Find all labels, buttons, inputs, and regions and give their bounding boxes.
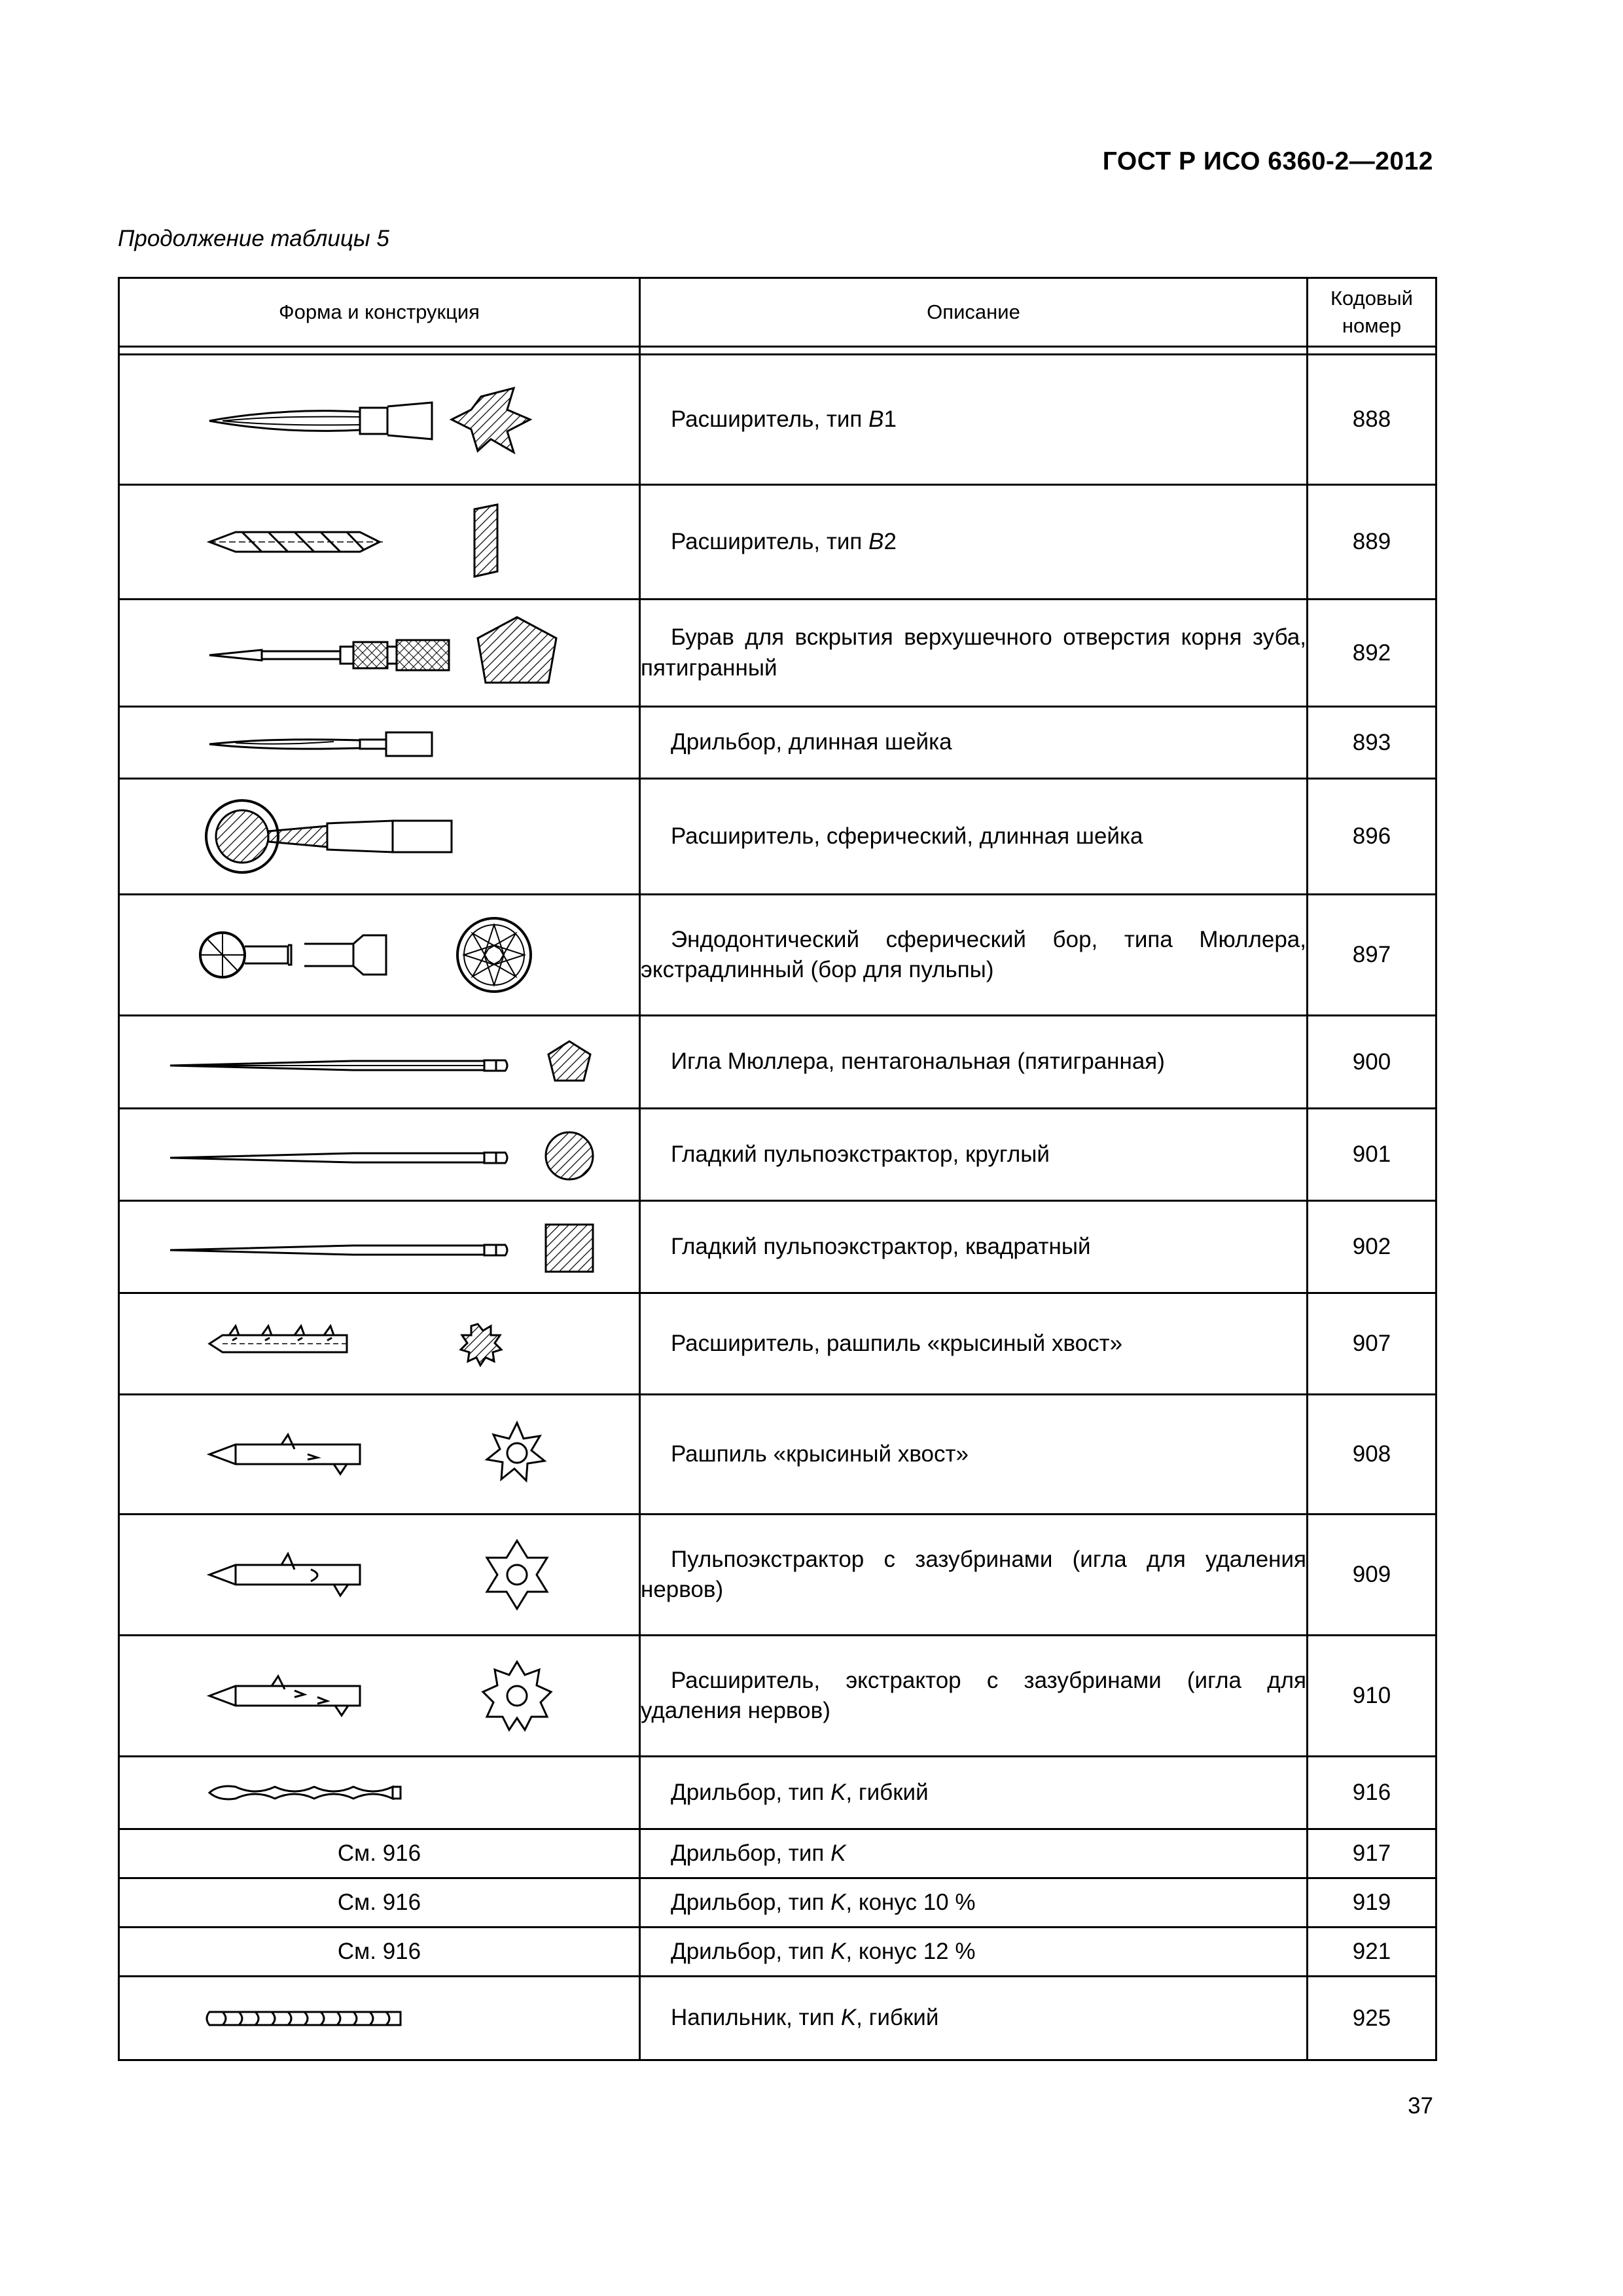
desc-text: Расширитель, сферический, длинная шейка xyxy=(671,823,1143,849)
table-row xyxy=(119,707,1436,779)
shape-cell xyxy=(119,1395,640,1515)
table-row xyxy=(119,355,1436,485)
code-cell: 925 xyxy=(1308,1977,1436,2060)
shape-cell xyxy=(119,1016,640,1109)
column-header-code: Кодовый номер xyxy=(1308,278,1436,347)
long-neck-drill-icon xyxy=(164,717,596,769)
code-cell: 889 xyxy=(1308,485,1436,600)
shape-cell xyxy=(119,1515,640,1636)
code-cell: 893 xyxy=(1308,707,1436,779)
description-cell: Пульпоэкстрактор с зазубринами (игла для удаления нервов) xyxy=(640,1515,1308,1636)
page-number: 37 xyxy=(1408,2093,1433,2119)
square-extractor-icon xyxy=(144,1214,615,1280)
reamer-b2-icon xyxy=(164,499,596,584)
table-row xyxy=(119,895,1436,1016)
code-cell: 921 xyxy=(1308,1928,1436,1977)
table-row xyxy=(119,1757,1436,1829)
table-row xyxy=(119,1395,1436,1515)
shape-cell xyxy=(119,1109,640,1201)
table-continuation-caption: Продолжение таблицы 5 xyxy=(118,226,389,251)
instrument-table xyxy=(118,277,1437,2061)
description-cell xyxy=(640,1016,1308,1109)
description-cell xyxy=(640,1109,1308,1201)
header-separator xyxy=(119,347,1436,355)
rat-tail-rasp-icon xyxy=(164,1408,596,1500)
table-row xyxy=(119,1829,1436,1878)
table-row xyxy=(119,1636,1436,1757)
pentagonal-broach-icon xyxy=(164,611,596,696)
code-cell: 901 xyxy=(1308,1109,1436,1201)
mueller-bur-icon xyxy=(164,906,596,1004)
barbed-reamer-icon xyxy=(164,1650,596,1742)
shape-cell xyxy=(119,707,640,779)
desc-text: Гладкий пульпоэкстрактор, квадратный xyxy=(671,1233,1091,1259)
desc-text: Расширитель, рашпиль «крысиный хвост» xyxy=(671,1330,1123,1356)
pentagonal-needle-icon xyxy=(144,1030,615,1095)
shape-cell: См. 916 xyxy=(119,1829,640,1878)
shape-cell xyxy=(119,1977,640,2060)
shape-cell xyxy=(119,355,640,485)
code-cell: 909 xyxy=(1308,1515,1436,1636)
description-cell: Дрильбор, тип K, конус 10 % xyxy=(640,1878,1308,1928)
description-cell: Эндодонтический сферический бор, типа Мюллера, экстрадлинный (бор для пульпы) xyxy=(640,895,1308,1016)
shape-cell: См. 916 xyxy=(119,1878,640,1928)
code-cell: 907 xyxy=(1308,1293,1436,1395)
code-cell: 888 xyxy=(1308,355,1436,485)
description-cell: Бурав для вскрытия верхушечного отверстия корня зуба, пятигранный xyxy=(640,600,1308,707)
code-cell: 900 xyxy=(1308,1016,1436,1109)
desc-type-letter: B xyxy=(868,406,884,432)
description-cell xyxy=(640,1201,1308,1293)
code-cell: 902 xyxy=(1308,1201,1436,1293)
table-row xyxy=(119,1109,1436,1201)
description-cell: Дрильбор, тип K, конус 12 % xyxy=(640,1928,1308,1977)
shape-cell xyxy=(119,1201,640,1293)
shape-cell xyxy=(119,1293,640,1395)
column-header-shape: Форма и конструкция xyxy=(119,278,640,347)
description-cell xyxy=(640,355,1308,485)
description-cell: Дрильбор, тип K, гибкий xyxy=(640,1757,1308,1829)
desc-text: Рашпиль «крысиный хвост» xyxy=(671,1441,969,1467)
code-cell: 908 xyxy=(1308,1395,1436,1515)
table-row xyxy=(119,1016,1436,1109)
reamer-b1-icon xyxy=(164,374,596,465)
desc-text: Расширитель, тип xyxy=(671,406,869,432)
k-file-flexible-icon xyxy=(164,1770,596,1816)
table-row xyxy=(119,779,1436,895)
shape-cell: См. 916 xyxy=(119,1928,640,1977)
table-row xyxy=(119,1977,1436,2060)
table-row xyxy=(119,1201,1436,1293)
barbed-broach-icon xyxy=(164,1529,596,1621)
standard-number: ГОСТ Р ИСО 6360-2—2012 xyxy=(1102,147,1433,175)
desc-text: Гладкий пульпоэкстрактор, круглый xyxy=(671,1141,1050,1167)
description-cell: Дрильбор, тип K xyxy=(640,1829,1308,1878)
shape-cell xyxy=(119,485,640,600)
table-row xyxy=(119,1928,1436,1977)
code-cell: 896 xyxy=(1308,779,1436,895)
table-row xyxy=(119,485,1436,600)
rat-tail-reamer-icon xyxy=(164,1308,596,1380)
description-cell: Расширитель, тип B2 xyxy=(640,485,1308,600)
table-header-row xyxy=(119,278,1436,347)
code-cell: 916 xyxy=(1308,1757,1436,1829)
spherical-reamer-icon xyxy=(164,791,596,882)
table-row xyxy=(119,1293,1436,1395)
table-row xyxy=(119,1878,1436,1928)
description-cell xyxy=(640,1293,1308,1395)
shape-cell xyxy=(119,600,640,707)
shape-cell xyxy=(119,1757,640,1829)
description-cell: Расширитель, экстрактор с зазубринами (игла для удаления нервов) xyxy=(640,1636,1308,1757)
description-cell xyxy=(640,1395,1308,1515)
shape-cell xyxy=(119,1636,640,1757)
desc-text: Игла Мюллера, пентагональная (пятигранная) xyxy=(671,1049,1165,1075)
table-row xyxy=(119,600,1436,707)
description-cell xyxy=(640,707,1308,779)
desc-type-number: 1 xyxy=(883,406,897,432)
code-cell: 919 xyxy=(1308,1878,1436,1928)
code-cell: 897 xyxy=(1308,895,1436,1016)
desc-text: Дрильбор, длинная шейка xyxy=(671,729,952,755)
k-file-rasp-icon xyxy=(164,1992,596,2045)
round-extractor-icon xyxy=(144,1122,615,1187)
table-row xyxy=(119,1515,1436,1636)
code-cell: 892 xyxy=(1308,600,1436,707)
column-header-description: Описание xyxy=(640,278,1308,347)
description-cell xyxy=(640,779,1308,895)
description-cell: Напильник, тип K, гибкий xyxy=(640,1977,1308,2060)
code-cell: 917 xyxy=(1308,1829,1436,1878)
code-cell: 910 xyxy=(1308,1636,1436,1757)
shape-cell xyxy=(119,895,640,1016)
shape-cell xyxy=(119,779,640,895)
